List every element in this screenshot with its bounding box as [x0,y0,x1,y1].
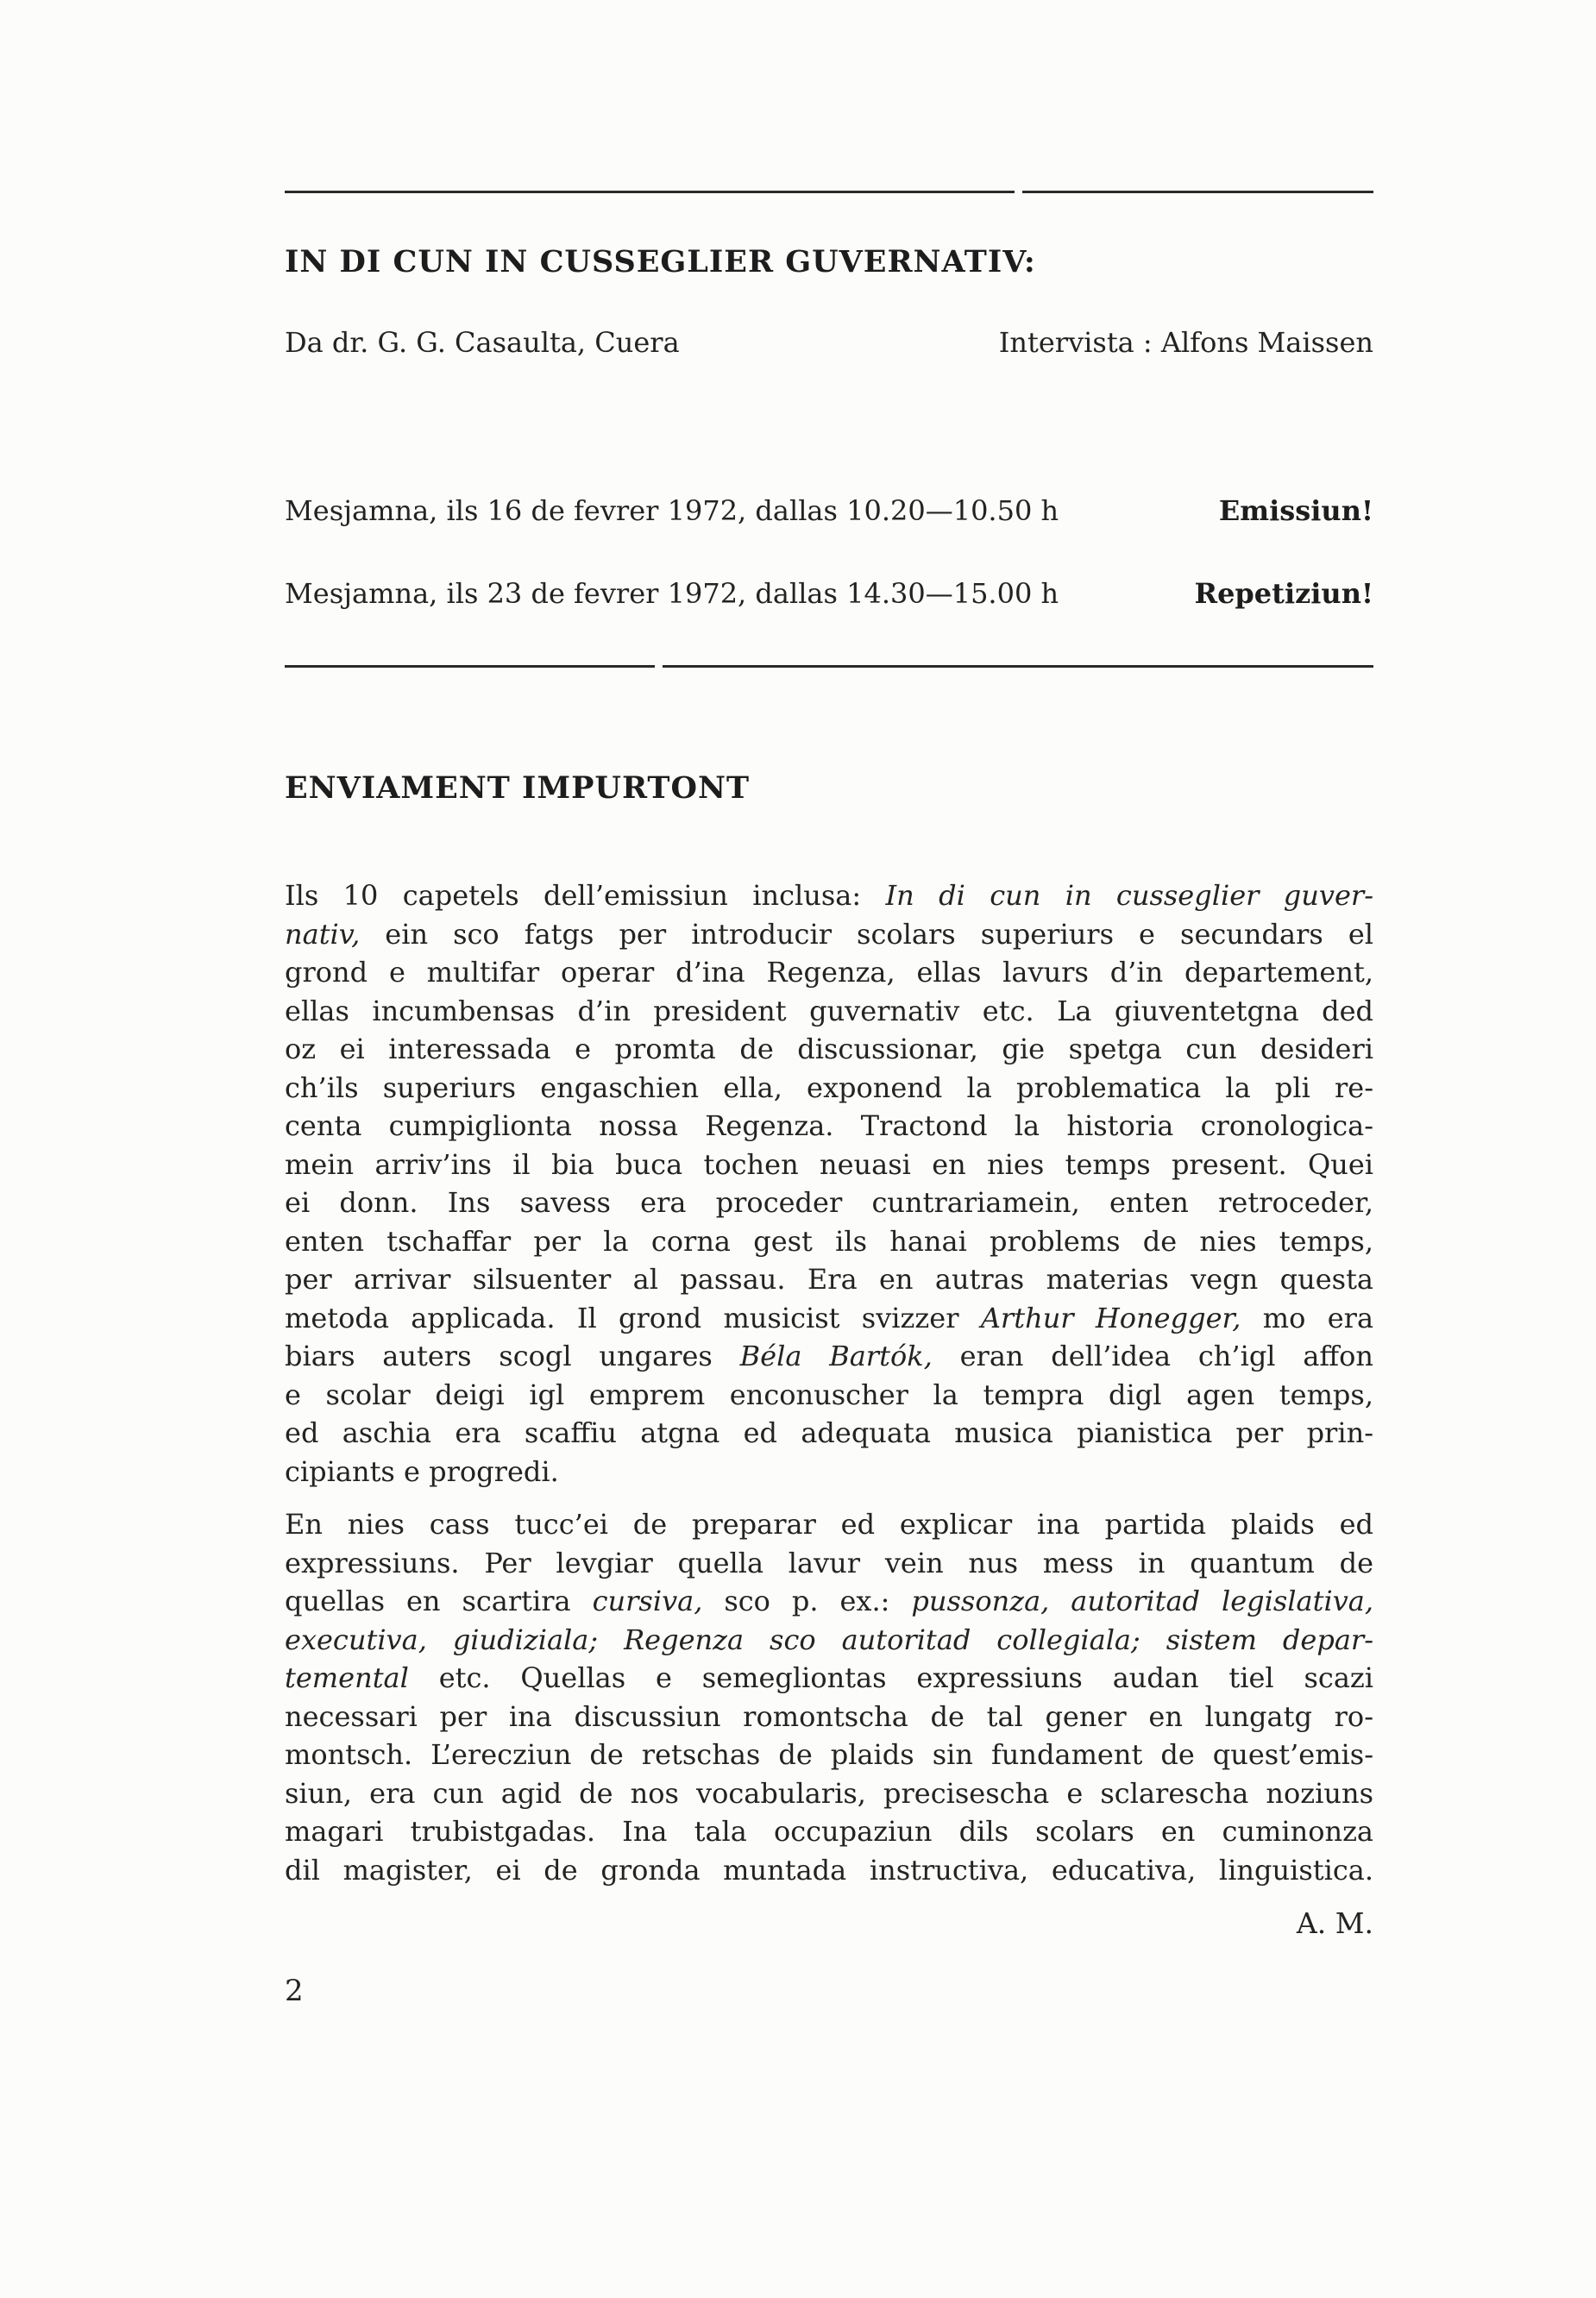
text-run: per arrivar silsuenter al passau. Era en autras materias vegn questa [285,1263,1373,1296]
body-text-line [285,1736,1373,1774]
text-run: cipiants e progredi. [285,1454,559,1488]
body-text-line [285,1069,1373,1108]
body-text-line [285,1414,1373,1453]
body-text-line [285,1505,1373,1544]
body-text-line [285,1582,1373,1621]
body-text-line [285,876,1373,915]
italic-text-run: executiva, giudiziala; Regenza sco autoritad collegiala; sistem depar- [285,1623,1373,1656]
text-run: siun, era cun agid de nos vocabularis, precisescha e sclarescha noziuns [285,1776,1373,1810]
byline-row [285,326,1373,359]
body-text-line [285,1260,1373,1299]
text-run: eran dell’idea ch’igl affon [932,1340,1374,1372]
body-text-line [285,1376,1373,1415]
body-text-line [285,1851,1373,1890]
body-text-line [285,1030,1373,1069]
text-run: sco p. ex.: [702,1585,912,1617]
italic-text-run: cursiva, [592,1585,703,1617]
body-text-line [285,1544,1373,1583]
broadcast-type-label: Emissiun! [1218,494,1373,527]
body-text-line [285,953,1373,992]
italic-text-run: pussonza, autoritad legislativa, [911,1585,1374,1617]
top-divider-segment [285,191,1015,193]
text-run: biars auters scogl ungares [285,1340,740,1372]
section-heading: ENVIAMENT IMPURTONT [285,770,750,806]
body-text-line [285,1146,1373,1184]
text-run: necessari per ina discussiun romontscha de tal gener en lungatg ro- [285,1699,1373,1733]
body-text-line [285,1337,1373,1376]
broadcast-datetime: Mesjamna, ils 16 de fevrer 1972, dallas 10.20—10.50 h [285,494,1059,527]
interviewer-credit: Intervista : Alfons Maissen [998,326,1373,359]
body-text-line [285,1107,1373,1146]
text-run: ch’ils superiurs engaschien ella, exponend la problematica la pli re- [285,1071,1373,1104]
author-credit: Da dr. G. G. Casaulta, Cuera [285,326,680,359]
middle-divider-segment [663,665,1373,668]
body-text-line [285,1621,1373,1660]
body-text-line [285,915,1373,954]
italic-text-run: Arthur Honegger, [980,1301,1241,1334]
text-run: oz ei interessada e promta de discussionar, gie spetga cun desideri [285,1033,1373,1065]
article-title: IN DI CUN IN CUSSEGLIER GUVERNATIV: [285,244,1036,279]
body-text-line [285,992,1373,1031]
broadcast-type-label: Repetiziun! [1194,577,1373,610]
text-run: dil magister, ei de gronda muntada instructiva, educativa, linguistica. [285,1853,1373,1887]
broadcast-schedule-row [285,494,1373,527]
top-divider [285,191,1373,193]
text-run: e scolar deigi igl emprem enconuscher la tempra digl agen temps, [285,1378,1373,1411]
middle-divider-segment [285,665,655,668]
text-run: centa cumpiglionta nossa Regenza. Tractond la historia cronologica- [285,1109,1373,1142]
page-number: 2 [285,1974,304,2008]
text-run: enten tschaffar per la corna gest ils hanai problems de nies temps, [285,1224,1373,1258]
text-run: expressiuns. Per levgiar quella lavur vein nus mess in quantum de [285,1546,1373,1579]
text-run: ellas incumbensas d’in president guvernativ etc. La giuventetgna ded [285,994,1373,1027]
signature: A. M. [1296,1906,1373,1940]
text-run: etc. Quellas e semegliontas expressiuns audan tiel scazi [408,1661,1373,1694]
italic-text-run: Béla Bartók, [739,1340,933,1372]
text-run: mein arriv’ins il bia buca tochen neuasi en nies temps present. Quei [285,1147,1373,1181]
text-run: quellas en scartira [285,1585,593,1617]
text-run: mo era [1241,1301,1374,1334]
italic-text-run: nativ, [285,917,361,951]
text-run: metoda applicada. Il grond musicist svizzer [285,1301,981,1334]
text-run: ed aschia era scaffiu atgna ed adequata musica pianistica per prin- [285,1416,1373,1449]
body-text-line [285,1659,1373,1698]
broadcast-datetime: Mesjamna, ils 23 de fevrer 1972, dallas 14.30—15.00 h [285,577,1059,610]
italic-text-run: temental [285,1661,409,1694]
middle-divider [285,665,1373,668]
body-text-line [285,1698,1373,1736]
body-text-line [285,1184,1373,1222]
body-text-line [285,1812,1373,1851]
text-run: montsch. L’erecziun de retschas de plaids sin fundament de quest’emis- [285,1738,1373,1771]
text-run: Ils 10 capetels dell’emissiun inclusa: [285,879,886,912]
body-paragraphs [285,876,1373,1889]
paragraph [285,1505,1373,1889]
text-run: magari trubistgadas. Ina tala occupaziun dils scolars en cuminonza [285,1815,1373,1848]
paragraph [285,876,1373,1491]
body-text-line [285,1774,1373,1813]
italic-text-run: In di cun in cusseglier guver- [885,879,1374,912]
top-divider-segment [1022,191,1373,193]
text-run: grond e multifar operar d’ina Regenza, ellas lavurs d’in departement, [285,956,1373,989]
text-run: ei donn. Ins savess era proceder cuntrariamein, enten retroceder, [285,1186,1373,1219]
text-run: ein sco fatgs per introducir scolars superiurs e secundars el [360,917,1373,951]
broadcast-schedule-row [285,577,1373,610]
text-run: En nies cass tucc’ei de preparar ed explicar ina partida plaids ed [285,1508,1373,1541]
body-text-line [285,1453,1373,1491]
body-text-line [285,1222,1373,1261]
body-text-line [285,1299,1373,1338]
